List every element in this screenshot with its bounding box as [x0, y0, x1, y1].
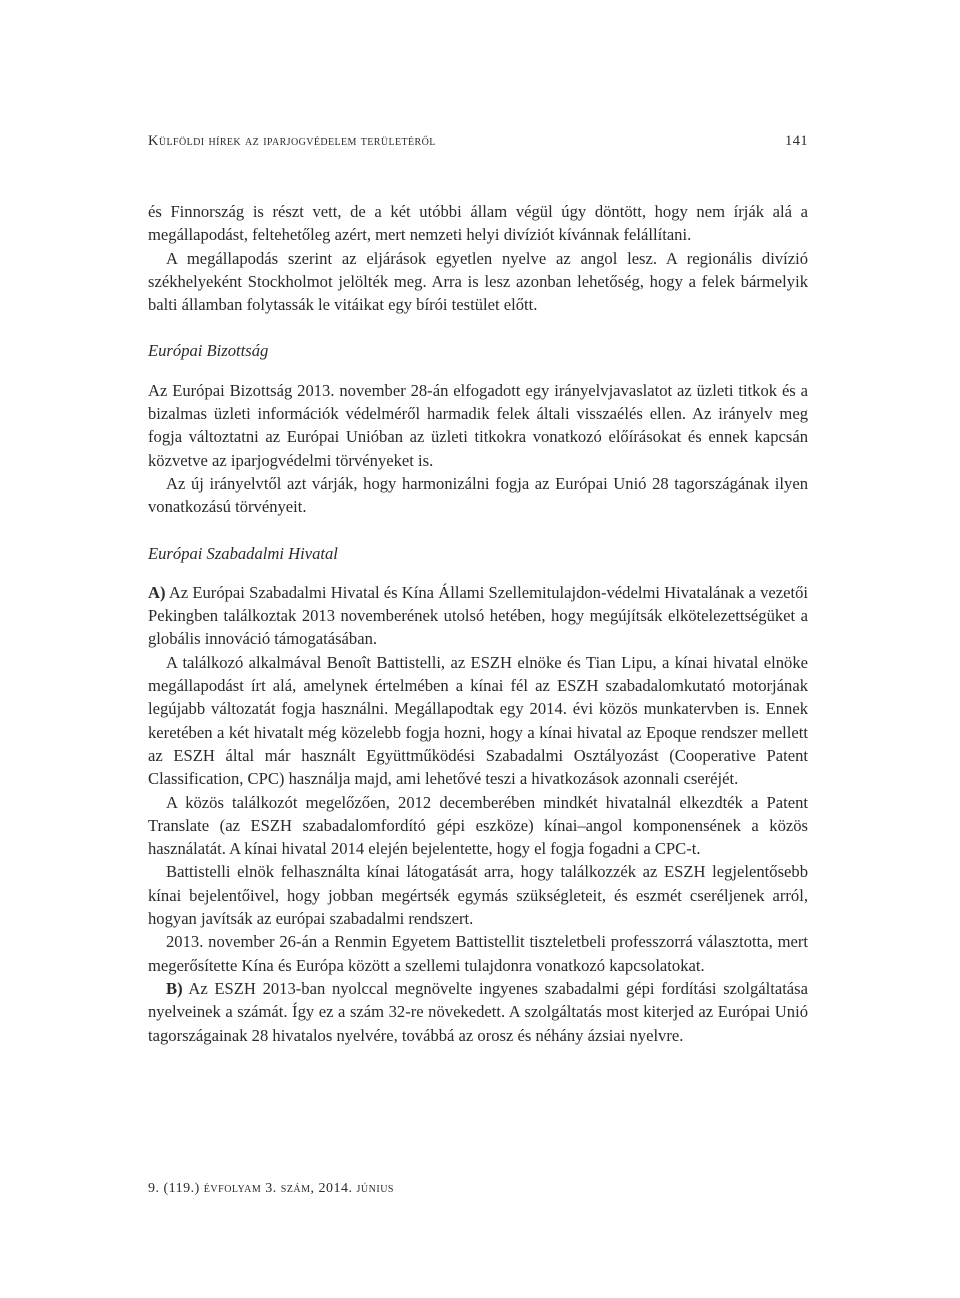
paragraph: A találkozó alkalmával Benoît Battistelli, az ESZH elnöke és Tian Lipu, a kínai hivatal elnöke megállapodást írt alá, amelynek értelmében a kínai fél az ESZH szabadalomkutató motorjának legújabb változatát fogja használni. Megállapodtak egy 2014. évi közös munkatervben is. Ennek keretében a két hivatalt még közelebb fogja hozni, hogy a kínai hivatal az Epoque rendszer mellett az ESZH által már használt Együttműködési Szabadalmi Osztályozást (Cooperative Patent Classification, CPC) használja majd, ami lehetővé teszi a hivatkozások azonnali cseréjét. [148, 652, 808, 789]
paragraph: Battistelli elnök felhasználta kínai látogatását arra, hogy találkozzék az ESZH legjelentősebb kínai bejelentőivel, hogy jobban megértsék egymás szükségleteit, és eszmét cseréljenek arról, hogyan javítsák az európai szabadalmi rendszert. [148, 862, 808, 929]
paragraph: A közös találkozót megelőzően, 2012 decemberében mindkét hivatalnál elkezdték a Patent Translate (az ESZH szabadalomfordító gépi eszköze) kínai–angol komponensének a közös használatát. A kínai hivatal 2014 elején bejelentette, hogy el fogja fogadni a CPC-t. [148, 792, 808, 859]
paragraph: és Finnország is részt vett, de a két utóbbi állam végül úgy döntött, hogy nem írják alá a megállapodást, feltehetőleg azért, mert nemzeti helyi divíziót kívánnak felállítani. [148, 202, 808, 245]
running-header [148, 133, 808, 150]
body-text [148, 200, 808, 1047]
item-label-a: A) [148, 582, 166, 602]
section-title-european-commission: Európai Bizottság [148, 341, 269, 361]
paragraph-text: Az ESZH 2013-ban nyolccal megnövelte ingyenes szabadalmi gépi fordítási szolgáltatása nyelveinek a számát. Így ez a szám 32-re növekedett. A szolgáltatás most kiterjed az Európai Unió tagországainak 28 hivatalos nyelvére, továbbá az orosz és néhány ázsiai nyelvre. [148, 978, 808, 1045]
item-label-b: B) [166, 978, 183, 998]
paragraph-text: Az Európai Szabadalmi Hivatal és Kína Állami Szellemitulajdon-védelmi Hivatalának a vezetői Pekingben találkoztak 2013 novemberének utolsó hetében, hogy megújítsák elkötelezettségüket a globális innováció támogatásában. [148, 582, 809, 649]
running-title: Külföldi hírek az iparjogvédelem területéről [148, 133, 436, 149]
section-title-european-patent-office: Európai Szabadalmi Hivatal [148, 543, 338, 563]
footer-issue: 9. (119.) évfolyam 3. szám, 2014. június [148, 1181, 394, 1196]
paragraph-a [148, 581, 808, 651]
paragraph-b [148, 977, 808, 1047]
paragraph: Az új irányelvtől azt várják, hogy harmonizálni fogja az Európai Unió 28 tagországának ilyen vonatkozású törvényeit. [148, 473, 808, 517]
paragraph: Az Európai Bizottság 2013. november 28-án elfogadott egy irányelvjavaslatot az üzleti titkok és a bizalmas üzleti információk védelméről harmadik felek általi visszaélés ellen. Az irányelv meg fogja változtatni az Európai Unióban az üzleti titkokra vonatkozó előírásokat és ennek kapcsán közvetve az iparjogvédelmi törvényeket is. [148, 380, 808, 470]
paragraph: A megállapodás szerint az eljárások egyetlen nyelve az angol lesz. A regionális divízió székhelyeként Stockholmot jelölték meg. Arra is lesz azonban lehetőség, hogy a felek bármelyik balti államban folytassák le vitáikat egy bírói testület előtt. [148, 248, 808, 315]
page-number: 141 [785, 133, 808, 149]
paragraph: 2013. november 26-án a Renmin Egyetem Battistellit tiszteletbeli professzorrá választotta, mert megerősítette Kína és Európa között a szellemi tulajdonra vonatkozó kapcsolatokat. [148, 932, 808, 975]
